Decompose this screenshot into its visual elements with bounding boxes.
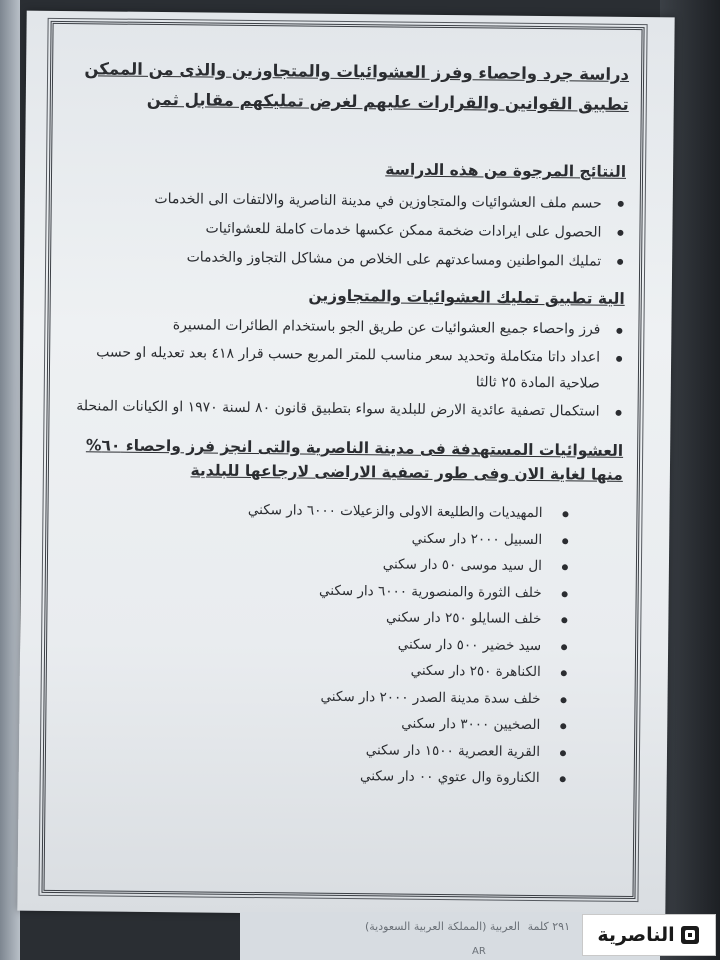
list-item: الحصول على ايرادات ضخمة ممكن عكسها خدمات كاملة للعشوائيات bbox=[61, 213, 601, 248]
document-page bbox=[17, 11, 674, 918]
background-left bbox=[0, 0, 20, 960]
list-item: الصخيين ٣٠٠٠ دار سكني bbox=[56, 707, 540, 739]
mechanism-list bbox=[59, 311, 630, 425]
results-heading: النتائج المرجوة من هذه الدراسة bbox=[385, 160, 627, 181]
list-item: خلف الثورة والمنصورية ٦٠٠٠ دار سكني bbox=[58, 574, 542, 606]
page-border bbox=[41, 21, 644, 899]
language-indicator[interactable]: العربية (المملكة العربية السعودية) bbox=[364, 920, 520, 933]
targeted-heading: العشوائيات المستهدفة فى مدينة الناصرية والتى انجز فرز واحصاء ٦٠% منها لغاية الان وفى طور تصفية الاراضى لارجاعها للبلدية bbox=[85, 436, 624, 484]
watermark-logo bbox=[582, 914, 716, 956]
watermark-text: الناصرية bbox=[597, 924, 675, 946]
word-count[interactable]: ٢٩١ كلمة bbox=[527, 920, 570, 933]
list-item: سيد خضير ٥٠٠ دار سكني bbox=[57, 627, 541, 659]
list-item: تمليك المواطنين ومساعدتهم على الخلاص من مشاكل التجاوز والخدمات bbox=[61, 242, 601, 277]
logo-icon bbox=[679, 922, 701, 948]
list-item: ال سيد موسى ٥٠ دار سكني bbox=[58, 548, 542, 580]
mechanism-heading: الية تطبيق تمليك العشوائيات والمتجاوزين bbox=[308, 286, 625, 308]
list-item: الكناروة وال عتوي ٠٠ دار سكني bbox=[56, 760, 540, 792]
list-item: خلف سدة مدينة الصدر ٢٠٠٠ دار سكني bbox=[56, 680, 540, 712]
results-list bbox=[61, 184, 632, 277]
input-language-label[interactable]: AR bbox=[472, 946, 486, 957]
list-item: حسم ملف العشوائيات والمتجاوزين في مدينة الناصرية والالتفات الى الخدمات bbox=[62, 184, 602, 219]
document-body bbox=[56, 54, 634, 802]
list-item: القرية العصرية ١٥٠٠ دار سكني bbox=[56, 733, 540, 765]
list-item: خلف السايلو ٢٥٠ دار سكني bbox=[57, 601, 541, 633]
list-item: الكناهرة ٢٥٠ دار سكني bbox=[57, 654, 541, 686]
document-title: دراسة جرد واحصاء وفرز العشوائيات والمتجاوزين والذى من الممكن تطبيق القوانين والقرارات عليهم لغرض تمليكهم مقابل ثمن bbox=[84, 59, 630, 114]
list-item: استكمال تصفية عائدية الارض للبلدية سواء بتطبيق قانون ٨٠ لسنة ١٩٧٠ او الكيانات المنحلة bbox=[59, 393, 599, 425]
list-item: فرز واحصاء جميع العشوائيات عن طريق الجو باستخدام الطائرات المسيرة bbox=[60, 311, 600, 343]
list-item: المهيديات والطليعة الاولى والزعيلات ٦٠٠٠ دار سكني bbox=[58, 495, 542, 527]
targeted-areas-list bbox=[56, 495, 629, 792]
list-item: اعداد داتا متكاملة وتحديد سعر مناسب للمتر المربع حسب قرار ٤١٨ بعد تعديله او حسب صلاحية المادة ٢٥ ثالثا bbox=[60, 339, 601, 397]
list-item: السبيل ٢٠٠٠ دار سكني bbox=[58, 521, 542, 553]
